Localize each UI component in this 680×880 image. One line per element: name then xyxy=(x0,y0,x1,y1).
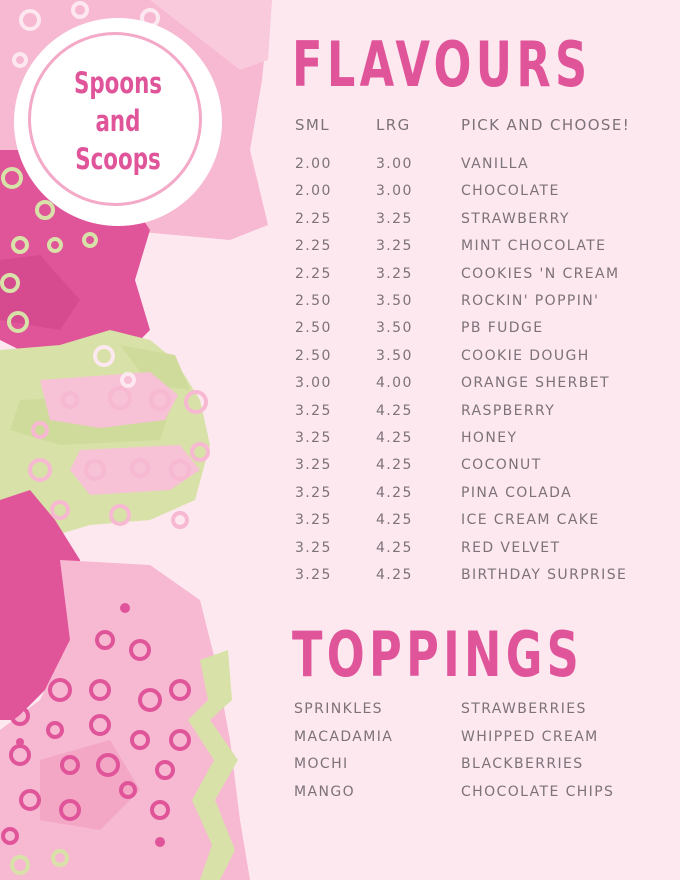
flavour-price-large: 4.25 xyxy=(376,512,413,529)
topping-item: WHIPPED CREAM xyxy=(461,728,599,745)
flavour-price-small: 2.00 xyxy=(295,156,332,172)
flavour-name: PINA COLADA xyxy=(461,484,573,501)
logo-line-3: Scoops xyxy=(75,142,161,176)
flavour-name: PB FUDGE xyxy=(461,320,544,337)
flavour-price-large: 4.25 xyxy=(376,484,413,501)
flavour-price-large: 3.25 xyxy=(376,265,413,282)
flavour-price-small: 3.25 xyxy=(295,567,332,583)
flavour-price-small: 2.50 xyxy=(295,293,332,309)
flavour-price-large: 3.25 xyxy=(376,238,413,255)
topping-item: CHOCOLATE CHIPS xyxy=(461,783,615,800)
flavour-price-small: 2.25 xyxy=(295,210,332,227)
flavour-price-small: 3.25 xyxy=(295,402,332,419)
flavour-row xyxy=(0,567,680,594)
flavour-row xyxy=(0,403,680,430)
flavour-price-large: 4.00 xyxy=(376,375,413,392)
topping-item: MOCHI xyxy=(294,756,349,772)
flavour-name: ICE CREAM CAKE xyxy=(461,512,600,529)
flavour-price-small: 2.00 xyxy=(295,183,332,200)
flavour-row xyxy=(0,156,680,183)
flavour-price-small: 3.25 xyxy=(295,430,332,446)
flavour-name: RASPBERRY xyxy=(461,402,556,419)
flavour-row xyxy=(0,430,680,457)
flavour-price-large: 3.50 xyxy=(376,320,413,337)
flavour-price-small: 3.00 xyxy=(295,375,332,392)
flavour-row xyxy=(0,457,680,484)
topping-item: MANGO xyxy=(294,783,355,800)
flavour-price-small: 2.25 xyxy=(295,265,332,282)
logo-line-1: Spoons xyxy=(73,66,163,100)
column-header-lrg: LRG xyxy=(376,116,411,134)
flavour-price-small: 2.25 xyxy=(295,238,332,255)
flavour-row xyxy=(0,266,680,293)
flavour-price-large: 4.25 xyxy=(376,567,413,583)
topping-item: MACADAMIA xyxy=(294,728,394,745)
column-header-name: PICK AND CHOOSE! xyxy=(461,116,631,134)
flavour-row xyxy=(0,348,680,375)
flavour-row xyxy=(0,211,680,238)
flavour-row xyxy=(0,485,680,512)
flavour-name: VANILLA xyxy=(461,156,530,172)
flavour-price-small: 3.25 xyxy=(295,484,332,501)
flavour-price-small: 2.50 xyxy=(295,320,332,337)
flavour-price-small: 2.50 xyxy=(295,347,332,364)
flavour-row xyxy=(0,512,680,539)
flavour-price-large: 3.25 xyxy=(376,210,413,227)
flavour-name: COOKIES 'N CREAM xyxy=(461,265,620,282)
flavour-name: ROCKIN' POPPIN' xyxy=(461,293,600,309)
flavour-price-large: 4.25 xyxy=(376,430,413,446)
flavour-name: COOKIE DOUGH xyxy=(461,347,590,364)
flavour-price-large: 3.00 xyxy=(376,183,413,200)
flavour-price-large: 3.50 xyxy=(376,347,413,364)
topping-item: STRAWBERRIES xyxy=(461,701,587,717)
toppings-title: TOPPINGS xyxy=(292,618,584,691)
flavours-title: FLAVOURS xyxy=(292,28,592,101)
logo-line-2: and xyxy=(95,104,141,138)
flavour-price-large: 3.50 xyxy=(376,293,413,309)
flavour-price-small: 3.25 xyxy=(295,457,332,474)
flavour-price-large: 4.25 xyxy=(376,402,413,419)
flavour-name: COCONUT xyxy=(461,457,542,474)
flavour-row xyxy=(0,183,680,210)
column-header-sml: SML xyxy=(295,116,331,134)
flavour-price-large: 3.00 xyxy=(376,156,413,172)
flavour-name: BIRTHDAY SURPRISE xyxy=(461,567,628,583)
flavour-name: STRAWBERRY xyxy=(461,210,570,227)
topping-item: SPRINKLES xyxy=(294,701,383,717)
flavour-row xyxy=(0,238,680,265)
flavour-row xyxy=(0,320,680,347)
flavour-price-large: 4.25 xyxy=(376,457,413,474)
flavour-name: MINT CHOCOLATE xyxy=(461,238,607,255)
flavour-row xyxy=(0,293,680,320)
flavour-row xyxy=(0,375,680,402)
topping-item: BLACKBERRIES xyxy=(461,756,584,772)
flavour-price-large: 4.25 xyxy=(376,539,413,556)
flavour-row xyxy=(0,540,680,567)
flavour-name: CHOCOLATE xyxy=(461,183,560,200)
flavour-price-small: 3.25 xyxy=(295,512,332,529)
flavour-name: ORANGE SHERBET xyxy=(461,375,610,392)
flavour-name: RED VELVET xyxy=(461,539,561,556)
flavour-price-small: 3.25 xyxy=(295,539,332,556)
flavour-name: HONEY xyxy=(461,430,518,446)
